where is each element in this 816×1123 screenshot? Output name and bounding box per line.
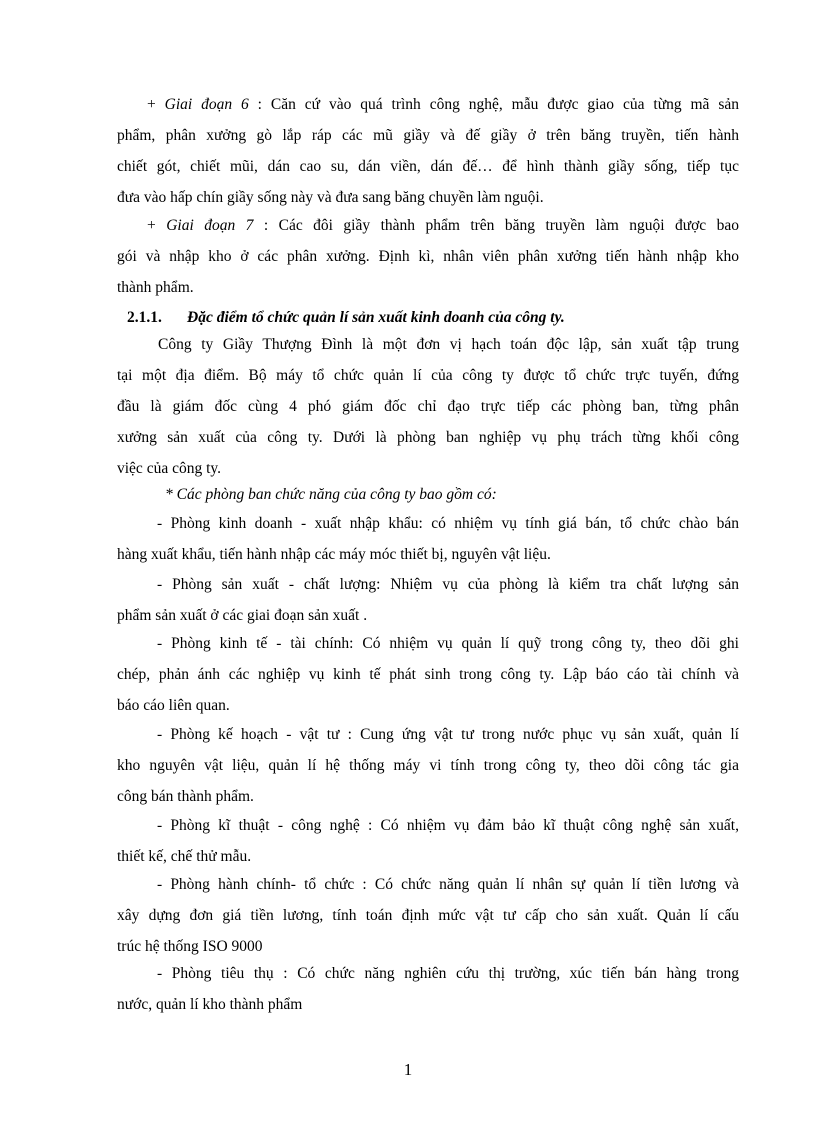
intro-line-1: Công ty Giầy Thượng Đình là một đơn vị hạch toán độc lập, sản xuất tập trung [158,336,739,353]
dept6-line-2: xây dựng đơn giá tiền lương, tính toán định mức vật tư cấp cho sản xuất. Quản lí cấu [117,907,739,924]
stage7-line-1: + Giai đoạn 7 : Các đôi giầy thành phẩm trên băng truyền làm nguội được bao [147,217,740,234]
dept4-line-3: công bán thành phẩm. [117,788,254,805]
intro-line-3: đầu là giám đốc cùng 4 phó giám đốc chỉ đạo trực tiếp các phòng ban, từng phân [117,398,739,415]
stage6-line-2: phẩm, phân xưởng gò lắp ráp các mũ giầy và đế giầy ở trên băng truyền, tiến hành [117,127,739,144]
dept2-line-2: phẩm sản xuất ở các giai đoạn sản xuất . [117,607,368,624]
dept6-line-1: - Phòng hành chính- tổ chức : Có chức năng quản lí nhân sự quản lí tiền lương và [157,876,739,893]
dept4-line-1: - Phòng kế hoạch - vật tư : Cung ứng vật tư trong nước phục vụ sản xuất, quản lí [157,726,739,743]
stage6-paragraph [117,89,739,213]
dept3-line-3: báo cáo liên quan. [117,697,230,714]
dept7-line-2: nước, quản lí kho thành phẩm [117,996,303,1013]
section-title: Đặc điểm tổ chức quản lí sản xuất kinh doanh của công ty. [187,309,565,326]
stage7-line-3: thành phẩm. [117,279,194,296]
stage7-paragraph [117,210,739,303]
dept1-line-1: - Phòng kinh doanh - xuất nhập khẩu: có nhiệm vụ tính giá bán, tổ chức chào bán [157,515,739,532]
intro-line-5: việc của công ty. [117,460,222,477]
stage6-line-3: chiết gót, chiết mũi, dán cao su, dán viền, dán đế… để hình thành giầy sống, tiếp tục [117,158,739,175]
dept5-line-2: thiết kế, chế thử mẫu. [117,848,252,865]
stage7-label: Giai đoạn 7 [166,217,254,234]
dept6-line-3: trúc hệ thống ISO 9000 [117,938,263,955]
dept4-line-2: kho nguyên vật liệu, quản lí hệ thống máy vi tính trong công ty, theo dõi công tác gia [117,757,739,774]
dept2-line-1: - Phòng sản xuất - chất lượng: Nhiệm vụ của phòng là kiểm tra chất lượng sản [157,576,739,593]
stage6-line-4: đưa vào hấp chín giầy sống này và đưa sang băng chuyền làm nguội. [117,189,544,206]
intro-paragraph [117,329,739,484]
intro-line-2: tại một địa điểm. Bộ máy tổ chức quản lí của công ty được tổ chức trực tuyến, đứng [117,367,739,384]
dept3-line-1: - Phòng kinh tế - tài chính: Có nhiệm vụ quản lí quỹ trong công ty, theo dõi ghi [157,635,739,652]
dept6-paragraph [117,869,739,962]
dept7-paragraph [117,958,739,1020]
stage6-label: Giai đoạn 6 [164,96,249,113]
section-number: 2.1.1. [127,309,162,326]
dept3-line-2: chép, phản ánh các nghiệp vụ kinh tế phát sinh trong công ty. Lập báo cáo tài chính và [117,666,739,683]
dept1-paragraph [117,508,739,570]
dept4-paragraph [117,719,739,812]
dept2-paragraph [117,569,739,631]
dept5-paragraph [117,810,739,872]
intro-line-4: xưởng sản xuất của công ty. Dưới là phòng ban nghiệp vụ phụ trách từng khối công [117,429,739,446]
stage6-line-1: + Giai đoạn 6 : Căn cứ vào quá trình công nghệ, mẫu được giao của từng mã sản [147,96,739,113]
dept7-line-1: - Phòng tiêu thụ : Có chức năng nghiên cứu thị trường, xúc tiến bán hàng trong [157,965,739,982]
stage7-line-2: gói và nhập kho ở các phân xưởng. Định kì, nhân viên phân xưởng tiến hành nhập kho [117,248,739,265]
departments-subheading: * Các phòng ban chức năng của công ty bao gồm có: [165,486,497,503]
dept1-line-2: hàng xuất khẩu, tiến hành nhập các máy móc thiết bị, nguyên vật liệu. [117,546,551,563]
page-number: 1 [403,1060,413,1079]
dept5-line-1: - Phòng kĩ thuật - công nghệ : Có nhiệm vụ đảm bảo kĩ thuật công nghệ sản xuất, [157,817,739,834]
dept3-paragraph [117,628,739,721]
